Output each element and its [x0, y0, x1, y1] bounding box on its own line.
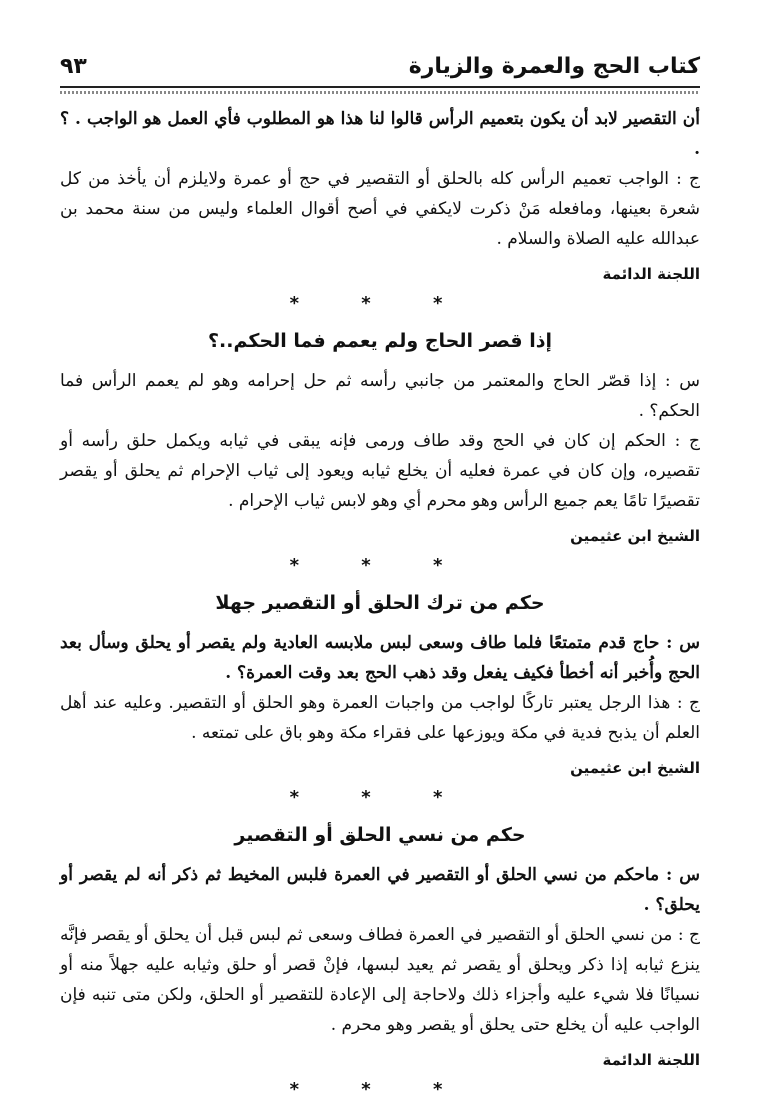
separator-stars: * * * — [289, 787, 471, 808]
section-heading: حكم من نسي الحلق أو التقصير — [234, 824, 526, 846]
source-label: الشيخ ابن عثيمين — [570, 759, 700, 777]
section-2 — [60, 326, 700, 578]
question-text: س : ماحكم من نسي الحلق أو التقصير في العمرة فلبس المخيط ثم ذكر أنه لم يقصر أو يحلق؟ . — [60, 865, 700, 915]
separator-stars: * * * — [289, 293, 471, 314]
question-text: س : إذا قصّر الحاج والمعتمر من جانبي رأسه ثم حل إحرامه وهو لم يعمم الرأس فما الحكم؟ . — [60, 371, 700, 421]
section-1 — [60, 104, 700, 316]
section-4 — [60, 820, 700, 1102]
source-label: اللجنة الدائمة — [602, 265, 700, 283]
page-content — [60, 104, 700, 1112]
header-rule — [60, 86, 700, 94]
page-header — [60, 52, 700, 86]
book-title: كتاب الحج والعمرة والزيارة — [408, 54, 700, 79]
section-3 — [60, 588, 700, 810]
answer-text: ج : الحكم إن كان في الحج وقد طاف ورمى فإنه يبقى في ثيابه ويكمل حلق رأسه أو تقصيره، وإن كان في عمرة فعليه أن يخلع ثيابه ويعود إلى ثياب الإحرام ثم يحلق أو يقصر تقصيرًا تامًا يعم جميع الرأس وهو محرم أي وهو لابس ثياب الإحرام . — [60, 431, 700, 511]
section-heading: إذا قصر الحاج ولم يعمم فما الحكم..؟ — [207, 330, 552, 352]
separator-stars: * * * — [289, 555, 471, 576]
page-number: ٩٣ — [60, 54, 87, 79]
answer-text: ج : هذا الرجل يعتبر تاركًا لواجب من واجبات العمرة وهو الحلق أو التقصير. وعليه عند أهل العلم أن يذبح فدية في مكة ويوزعها على فقراء مكة وهو باق على تمتعه . — [60, 693, 700, 743]
source-label: الشيخ ابن عثيمين — [570, 527, 700, 545]
separator-stars: * * * — [289, 1079, 471, 1100]
question-text: أن التقصير لابد أن يكون بتعميم الرأس قالوا لنا هذا هو المطلوب فأي العمل هو الواجب . ؟ . — [60, 109, 700, 159]
source-label: اللجنة الدائمة — [602, 1051, 700, 1069]
question-text: س : حاج قدم متمتعًا فلما طاف وسعى لبس ملابسه العادية ولم يقصر أو يحلق وسأل بعد الحج وأُخبر أنه أخطأ فكيف يفعل وقد ذهب الحج بعد وقت العمرة؟ . — [60, 633, 700, 683]
answer-text: ج : من نسي الحلق أو التقصير في العمرة فطاف وسعى ثم لبس قبل أن يحلق أو يقصر فإنَّه ينزع ثيابه إذا ذكر ويحلق أو يقصر ثم يعيد لبسها، فإنْ قصر أو حلق وثيابه عليه جهلاً منه أو نسيانًا فلا شيء عليه وأجزاء ذلك ولاحاجة إلى الإعادة للتقصير أو الحلق، ولكن متى تنبه فإن الواجب عليه أن يخلع حتى يحلق أو يقصر وهو محرم . — [60, 925, 700, 1035]
section-heading: حكم من ترك الحلق أو التقصير جهلا — [215, 592, 545, 614]
answer-text: ج : الواجب تعميم الرأس كله بالحلق أو التقصير في حج أو عمرة ولايلزم أن يأخذ من كل شعرة بعينها، ومافعله مَنْ ذكرت لايكفي في أصح أقوال العلماء وليس من سنة محمد بن عبدالله عليه الصلاة والسلام . — [60, 169, 700, 249]
